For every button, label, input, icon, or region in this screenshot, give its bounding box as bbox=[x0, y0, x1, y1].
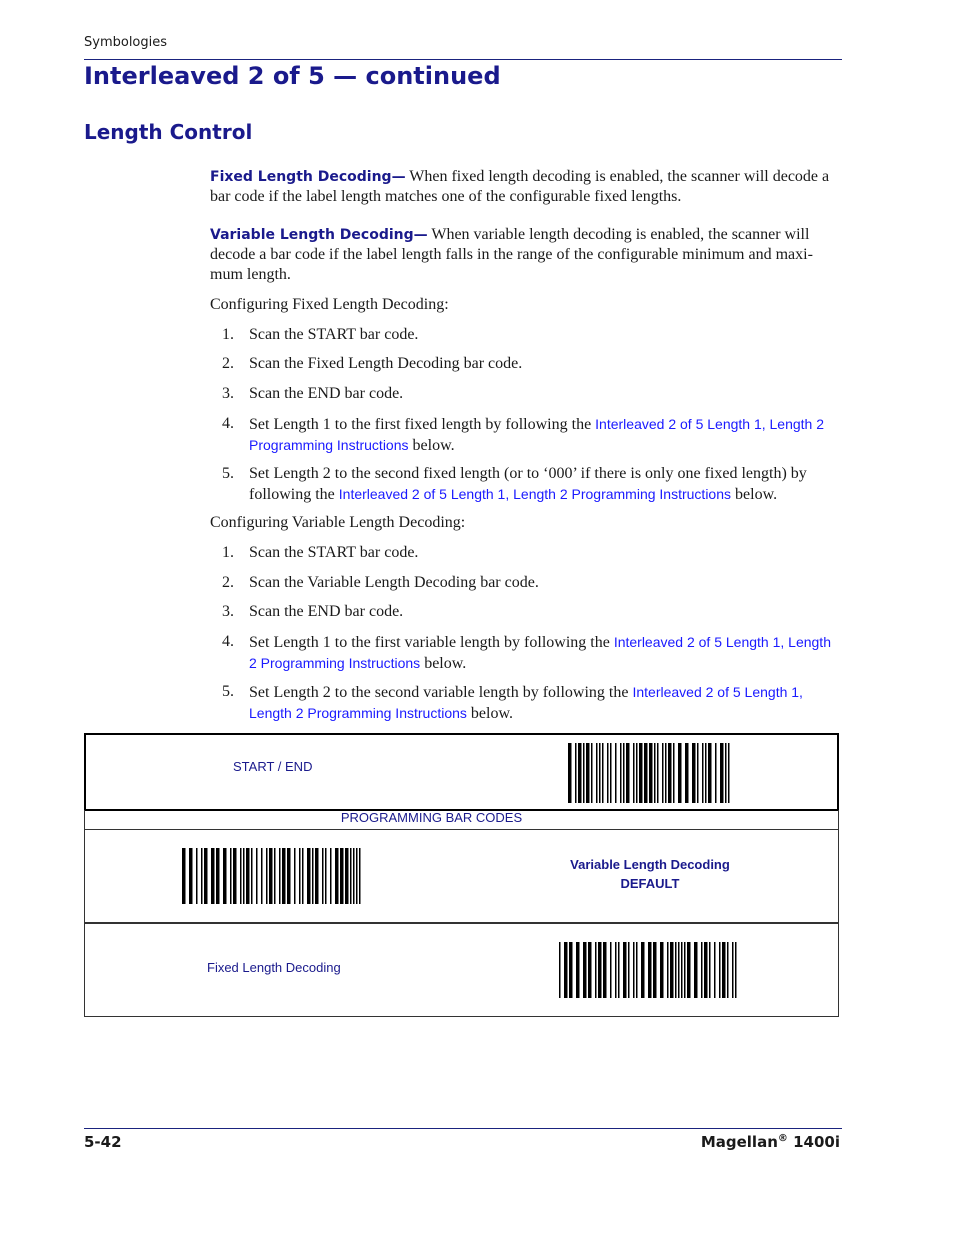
barcode-bar bbox=[599, 743, 601, 803]
barcode-bar bbox=[559, 942, 561, 998]
barcode-bar bbox=[315, 848, 319, 904]
fixed-length-lead: Fixed Length Decoding— bbox=[210, 169, 406, 185]
variable-length-label: Variable Length Decoding bbox=[570, 857, 730, 872]
barcode-bar bbox=[302, 848, 304, 904]
section-title: Length Control bbox=[84, 120, 253, 144]
step-text: Scan the END bar code. bbox=[249, 385, 404, 402]
barcode-bar bbox=[667, 942, 669, 998]
step-text-post: below. bbox=[731, 486, 778, 503]
barcode-bar bbox=[623, 942, 627, 998]
barcode-bar bbox=[641, 942, 645, 998]
barcode-bar bbox=[639, 743, 643, 803]
barcode-bar bbox=[610, 942, 612, 998]
barcode-bar bbox=[649, 743, 653, 803]
barcode-bar bbox=[715, 743, 717, 803]
barcode-bar bbox=[623, 743, 625, 803]
barcode-bar bbox=[266, 848, 268, 904]
barcode-bar bbox=[340, 848, 344, 904]
barcode-bar bbox=[586, 743, 590, 803]
variable-length-text: When variable length decoding is enabled, the scanner will decode a bar code if the label length falls in the range of the configurable minimum and maxi-mum length. bbox=[210, 226, 813, 283]
programming-instructions-link[interactable]: Interleaved 2 of 5 Length 1, Length 2 Programming Instructions bbox=[249, 634, 831, 671]
step-number: 3. bbox=[222, 385, 234, 402]
barcode-bar bbox=[256, 848, 258, 904]
barcode-bar bbox=[702, 743, 704, 803]
barcode-bar bbox=[675, 942, 677, 998]
barcode-bar bbox=[279, 848, 281, 904]
step-text bbox=[249, 682, 841, 724]
step-text: Scan the Variable Length Decoding bar code. bbox=[249, 574, 539, 591]
step-number: 2. bbox=[222, 355, 234, 372]
barcode-bar bbox=[620, 743, 622, 803]
barcode-bar bbox=[735, 942, 737, 998]
barcode-bar bbox=[709, 942, 711, 998]
barcode-bar bbox=[636, 942, 638, 998]
barcode-bar bbox=[654, 743, 656, 803]
step-text-post: below. bbox=[466, 705, 513, 722]
barcode-bar bbox=[668, 743, 672, 803]
step-text-post: below. bbox=[408, 437, 455, 454]
step-number: 4. bbox=[222, 415, 234, 432]
barcode-bar bbox=[299, 848, 301, 904]
barcode-bar bbox=[353, 848, 355, 904]
barcode-bar bbox=[673, 743, 675, 803]
barcode-bar bbox=[722, 942, 726, 998]
variable-config-heading: Configuring Variable Length Decoding: bbox=[210, 514, 466, 531]
barcode-bar bbox=[633, 743, 635, 803]
fixed-length-label: Fixed Length Decoding bbox=[207, 960, 341, 975]
barcode-bar bbox=[694, 942, 698, 998]
barcode-bar bbox=[350, 848, 352, 904]
barcode-bar bbox=[230, 848, 232, 904]
barcode-bar bbox=[684, 942, 686, 998]
barcode-bar bbox=[678, 743, 682, 803]
barcode-bar bbox=[644, 743, 648, 803]
barcode-bar bbox=[583, 942, 587, 998]
barcode-bar bbox=[653, 942, 657, 998]
barcode-bar bbox=[595, 942, 597, 998]
footer-rule bbox=[84, 1128, 842, 1129]
fixed-config-heading: Configuring Fixed Length Decoding: bbox=[210, 296, 449, 313]
barcode-bar bbox=[633, 942, 635, 998]
variable-length-barcode-box bbox=[84, 829, 839, 924]
barcode-bar bbox=[670, 942, 674, 998]
programming-barcodes-caption-row bbox=[84, 810, 839, 830]
barcode-bar bbox=[602, 743, 604, 803]
barcode-bar bbox=[720, 743, 724, 803]
page-number: 5-42 bbox=[84, 1133, 122, 1151]
page-title: Interleaved 2 of 5 — continued bbox=[84, 62, 501, 90]
barcode-bar bbox=[282, 848, 286, 904]
barcode-bar bbox=[678, 942, 680, 998]
barcode-bar bbox=[727, 942, 729, 998]
step-number: 1. bbox=[222, 544, 234, 561]
barcode-bar bbox=[335, 848, 339, 904]
barcode-bar bbox=[628, 942, 630, 998]
step-number: 3. bbox=[222, 603, 234, 620]
barcode-bar bbox=[618, 942, 620, 998]
step-text-pre: Set Length 1 to the first variable length by following the bbox=[249, 634, 614, 651]
barcode-bar bbox=[189, 848, 193, 904]
barcode-bar bbox=[704, 942, 708, 998]
variable-length-barcode-image bbox=[182, 848, 364, 904]
fixed-length-barcode-image bbox=[559, 942, 741, 998]
barcode-bar bbox=[685, 743, 689, 803]
barcode-bar bbox=[705, 743, 707, 803]
barcode-bar bbox=[325, 848, 327, 904]
barcode-bar bbox=[732, 942, 734, 998]
barcode-bar bbox=[201, 848, 203, 904]
barcode-bar bbox=[719, 942, 721, 998]
step-text-post: below. bbox=[420, 655, 467, 672]
barcode-bar bbox=[607, 743, 609, 803]
programming-instructions-link[interactable]: Interleaved 2 of 5 Length 1, Length 2 Programming Instructions bbox=[249, 416, 825, 453]
barcode-bar bbox=[196, 848, 198, 904]
variable-length-lead: Variable Length Decoding— bbox=[210, 227, 428, 243]
barcode-bar bbox=[603, 942, 607, 998]
barcode-bar bbox=[261, 848, 263, 904]
barcode-bar bbox=[246, 848, 250, 904]
barcode-bar bbox=[714, 942, 716, 998]
barcode-bar bbox=[182, 848, 186, 904]
step-text-pre: Set Length 2 to the second fixed length (or to ‘000’ if there is only one fixed length) by following the bbox=[249, 465, 807, 503]
fixed-length-paragraph bbox=[210, 167, 840, 207]
barcode-bar bbox=[243, 848, 245, 904]
barcode-bar bbox=[665, 743, 667, 803]
barcode-bar bbox=[701, 942, 703, 998]
step-number: 2. bbox=[222, 574, 234, 591]
step-number: 1. bbox=[222, 326, 234, 343]
start-end-barcode-box bbox=[84, 733, 839, 811]
barcode-bar bbox=[233, 848, 237, 904]
barcode-bar bbox=[626, 743, 630, 803]
barcode-bar bbox=[615, 942, 617, 998]
step-text: Scan the END bar code. bbox=[249, 603, 404, 620]
barcode-bar bbox=[708, 743, 712, 803]
barcode-bar bbox=[578, 743, 582, 803]
barcode-bar bbox=[568, 743, 572, 803]
barcode-bar bbox=[596, 743, 598, 803]
step-text bbox=[249, 464, 841, 505]
barcode-bar bbox=[660, 942, 664, 998]
barcode-bar bbox=[662, 743, 664, 803]
barcode-bar bbox=[211, 848, 215, 904]
barcode-bar bbox=[216, 848, 220, 904]
barcode-bar bbox=[687, 942, 691, 998]
barcode-bar bbox=[330, 848, 332, 904]
barcode-bar bbox=[657, 743, 659, 803]
barcode-bar bbox=[356, 848, 358, 904]
barcode-bar bbox=[223, 848, 227, 904]
step-text-pre: Set Length 2 to the second variable length by following the bbox=[249, 684, 633, 701]
barcode-bar bbox=[294, 848, 296, 904]
start-end-label: START / END bbox=[233, 759, 313, 774]
fixed-length-text: When fixed length decoding is enabled, the scanner will decode a bar code if the label length matches one of the configurable fixed lengths. bbox=[210, 168, 830, 205]
header-rule bbox=[84, 59, 842, 60]
step-text bbox=[249, 632, 841, 674]
product-brand: Magellan bbox=[700, 1133, 778, 1151]
barcode-bar bbox=[615, 743, 617, 803]
step-text: Scan the START bar code. bbox=[249, 544, 419, 561]
registered-mark: ® bbox=[777, 1133, 788, 1144]
fixed-length-barcode-box bbox=[84, 922, 839, 1017]
barcode-bar bbox=[697, 743, 699, 803]
barcode-bar bbox=[287, 848, 291, 904]
barcode-bar bbox=[269, 848, 273, 904]
variable-length-paragraph bbox=[210, 225, 840, 285]
step-number: 5. bbox=[222, 683, 234, 700]
barcode-bar bbox=[610, 743, 612, 803]
barcode-bar bbox=[725, 743, 727, 803]
barcode-bar bbox=[251, 848, 253, 904]
barcode-bar bbox=[569, 942, 573, 998]
barcode-bar bbox=[583, 743, 585, 803]
barcode-bar bbox=[322, 848, 324, 904]
barcode-bar bbox=[359, 848, 361, 904]
default-label: DEFAULT bbox=[620, 876, 680, 891]
barcode-bar bbox=[307, 848, 311, 904]
step-text bbox=[249, 414, 841, 456]
barcode-bar bbox=[312, 848, 314, 904]
step-text: Scan the START bar code. bbox=[249, 326, 419, 343]
barcode-bar bbox=[636, 743, 638, 803]
running-head: Symbologies bbox=[84, 35, 168, 50]
barcode-bar bbox=[576, 942, 580, 998]
barcode-bar bbox=[591, 743, 593, 803]
barcode-bar bbox=[564, 942, 568, 998]
barcode-bar bbox=[598, 942, 602, 998]
step-number: 5. bbox=[222, 465, 234, 482]
programming-instructions-link[interactable]: Interleaved 2 of 5 Length 1, Length 2 Programming Instructions bbox=[249, 684, 803, 721]
barcode-bar bbox=[588, 942, 592, 998]
barcode-bar bbox=[345, 848, 349, 904]
barcode-bar bbox=[728, 743, 730, 803]
barcode-bar bbox=[274, 848, 276, 904]
programming-instructions-link[interactable]: Interleaved 2 of 5 Length 1, Length 2 Programming Instructions bbox=[338, 486, 732, 502]
product-model: 1400i bbox=[787, 1133, 840, 1151]
barcode-bar bbox=[648, 942, 652, 998]
barcode-bar bbox=[204, 848, 208, 904]
barcode-bar bbox=[240, 848, 242, 904]
programming-barcodes-caption: PROGRAMMING BAR CODES bbox=[340, 810, 523, 825]
barcode-bar bbox=[681, 942, 683, 998]
step-text: Scan the Fixed Length Decoding bar code. bbox=[249, 355, 523, 372]
step-number: 4. bbox=[222, 633, 234, 650]
barcode-bar bbox=[692, 743, 696, 803]
product-name bbox=[701, 1133, 840, 1151]
step-text-pre: Set Length 1 to the first fixed length by following the bbox=[249, 416, 596, 433]
barcode-bar bbox=[575, 743, 577, 803]
start-end-barcode-image bbox=[568, 743, 732, 803]
